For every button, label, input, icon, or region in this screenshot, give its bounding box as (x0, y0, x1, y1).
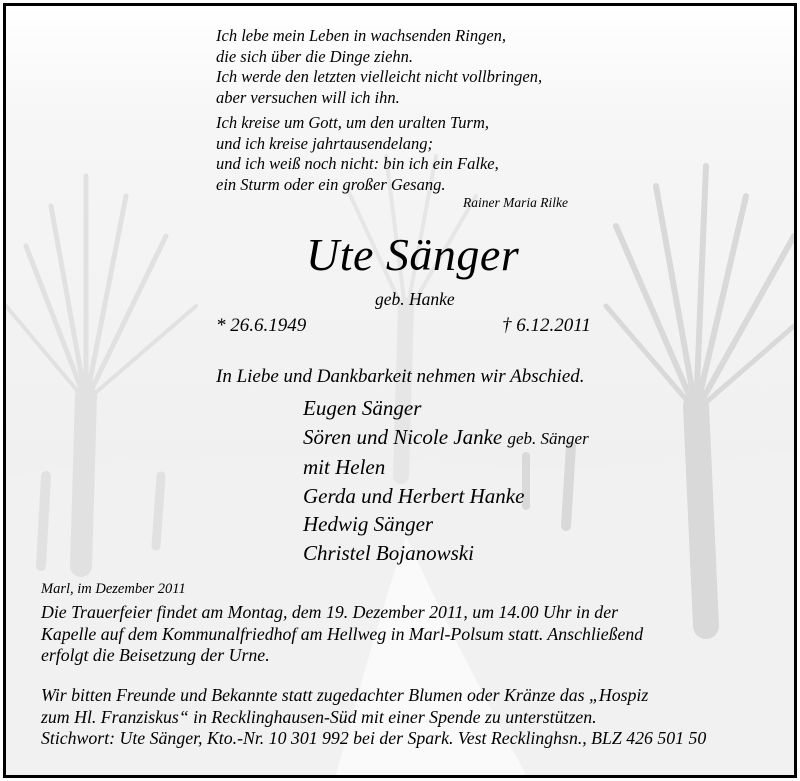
funeral-line: erfolgt die Beisetzung der Urne. (41, 645, 270, 665)
mourner: Hedwig Sänger (303, 512, 434, 536)
poem-author: Rainer Maria Rilke (463, 195, 568, 210)
donation-line: Wir bitten Freunde und Bekannte statt zugedachter Blumen oder Kränze das „Hospiz (41, 685, 649, 705)
farewell-intro: In Liebe und Dankbarkeit nehmen wir Abschied. (216, 366, 585, 387)
poem-line: Ich kreise um Gott, um den uralten Turm, (216, 113, 489, 132)
death-date: † 6.12.2011 (502, 315, 591, 336)
deceased-name: Ute Sänger (306, 229, 520, 280)
obituary-notice (3, 3, 797, 778)
mourner-note: geb. Sänger (507, 428, 589, 448)
poem-line: und ich weiß noch nicht: bin ich ein Falke, (216, 154, 499, 173)
mourner: Christel Bojanowski (303, 540, 474, 565)
poem-stanza-2 (216, 113, 499, 195)
birth-name: geb. Hanke (375, 289, 455, 309)
funeral-line: Die Trauerfeier findet am Montag, dem 19. Dezember 2011, um 14.00 Uhr in der (41, 602, 619, 622)
poem-line: die sich über die Dinge ziehn. (216, 46, 414, 66)
birth-date: * 26.6.1949 (216, 315, 307, 336)
mourner-row (303, 423, 589, 454)
poem-line: aber versuchen will ich ihn. (216, 87, 400, 107)
mourner: Eugen Sänger (303, 396, 422, 420)
poem-stanza-1 (216, 26, 542, 108)
place-date: Marl, im Dezember 2011 (41, 581, 186, 597)
mourner: mit Helen (303, 455, 386, 479)
donation-line: zum Hl. Franziskus“ in Recklinghausen-Süd mit einer Spende zu unterstützen. (41, 706, 597, 727)
donation-line: Stichwort: Ute Sänger, Kto.-Nr. 10 301 992 bei der Spark. Vest Recklinghsn., BLZ 426 501 50 (41, 728, 707, 748)
poem-line: und ich kreise jahrtausendelang; (216, 133, 434, 153)
donation-info (41, 685, 706, 750)
poem-line: Ich lebe mein Leben in wachsenden Ringen, (216, 26, 507, 45)
poem-line: Ich werde den letzten vielleicht nicht vollbringen, (216, 67, 543, 86)
mourners-list (303, 394, 589, 567)
poem-line: ein Sturm oder ein großer Gesang. (216, 174, 446, 194)
funeral-info (41, 602, 643, 667)
mourner: Gerda und Herbert Hanke (303, 483, 525, 508)
funeral-line: Kapelle auf dem Kommunalfriedhof am Hellweg in Marl-Polsum statt. Anschließend (41, 623, 644, 644)
mourner: Sören und Nicole Janke (303, 424, 503, 449)
